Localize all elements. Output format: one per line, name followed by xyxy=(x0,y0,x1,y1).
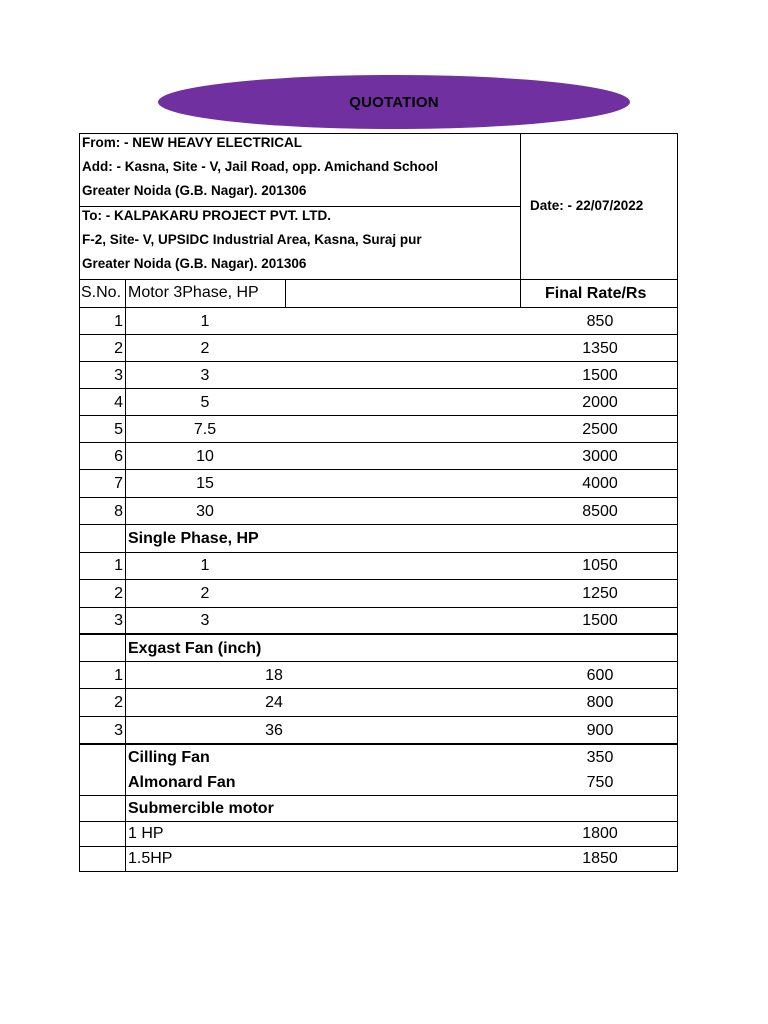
row-rate: 900 xyxy=(586,722,614,739)
row-sno: 3 xyxy=(114,612,123,629)
row-line xyxy=(79,795,678,796)
to-address-2: Greater Noida (G.B. Nagar). 201306 xyxy=(82,256,307,271)
title-banner xyxy=(158,75,630,129)
to-address-1: F-2, Site- V, UPSIDC Industrial Area, Kasna, Suraj pur xyxy=(82,232,422,247)
row-line xyxy=(79,442,678,443)
row-rate: 1850 xyxy=(582,850,618,867)
almonard-fan-label: Almonard Fan xyxy=(128,774,236,791)
row-line xyxy=(79,361,678,362)
section-line xyxy=(79,743,678,745)
row-line xyxy=(79,688,678,689)
row-sno: 2 xyxy=(114,340,123,357)
row-sno: 1 xyxy=(114,667,123,684)
column-divider xyxy=(285,279,286,307)
row-hp: 30 xyxy=(196,503,214,520)
row-rate: 3000 xyxy=(582,448,618,465)
row-sno: 6 xyxy=(114,448,123,465)
row-rate: 1500 xyxy=(582,612,618,629)
row-rate: 800 xyxy=(586,694,614,711)
row-size: 24 xyxy=(265,694,283,711)
row-rate: 1250 xyxy=(582,585,618,602)
ceiling-fan-rate: 350 xyxy=(586,749,614,766)
row-line xyxy=(79,415,678,416)
row-rate: 1050 xyxy=(582,557,618,574)
row-sno: 8 xyxy=(114,503,123,520)
row-label: 1.5HP xyxy=(128,850,173,867)
row-line xyxy=(79,661,678,662)
row-line xyxy=(79,334,678,335)
col-item: Motor 3Phase, HP xyxy=(128,284,259,301)
row-line xyxy=(79,497,678,498)
row-hp: 2 xyxy=(200,585,210,602)
row-rate: 8500 xyxy=(582,503,618,520)
row-rate: 4000 xyxy=(582,475,618,492)
row-hp: 1 xyxy=(200,557,210,574)
row-line xyxy=(79,846,678,847)
row-sno: 1 xyxy=(114,313,123,330)
row-hp: 3 xyxy=(200,367,210,384)
row-sno: 1 xyxy=(114,557,123,574)
row-rate: 2000 xyxy=(582,394,618,411)
from-address-1: Add: - Kasna, Site - V, Jail Road, opp. Amichand School xyxy=(82,159,439,174)
from-line: From: - NEW HEAVY ELECTRICAL xyxy=(82,135,303,150)
row-hp: 3 xyxy=(200,612,210,629)
row-sno: 3 xyxy=(114,367,123,384)
row-rate: 1800 xyxy=(582,825,618,842)
row-line xyxy=(79,388,678,389)
row-rate: 850 xyxy=(586,313,614,330)
row-line xyxy=(79,524,678,525)
page-title: QUOTATION xyxy=(349,93,439,111)
row-hp: 10 xyxy=(196,448,214,465)
row-sno: 3 xyxy=(114,722,123,739)
row-hp: 15 xyxy=(196,475,214,492)
row-rate: 1350 xyxy=(582,340,618,357)
exhaust-fan-heading: Exgast Fan (inch) xyxy=(128,640,262,657)
row-rate: 600 xyxy=(586,667,614,684)
section-line xyxy=(79,633,678,635)
row-line xyxy=(79,821,678,822)
row-hp: 1 xyxy=(200,313,210,330)
row-line xyxy=(79,579,678,580)
row-line xyxy=(79,552,678,553)
row-sno: 7 xyxy=(114,475,123,492)
row-sno: 5 xyxy=(114,421,123,438)
row-sno: 2 xyxy=(114,694,123,711)
col-sno: S.No. xyxy=(81,284,122,301)
row-line xyxy=(79,607,678,608)
ceiling-fan-label: Cilling Fan xyxy=(128,749,210,766)
quotation-date: Date: - 22/07/2022 xyxy=(530,198,644,213)
col-rate: Final Rate/Rs xyxy=(545,285,647,302)
row-hp: 2 xyxy=(200,340,210,357)
row-size: 36 xyxy=(265,722,283,739)
header-bottom-line xyxy=(79,279,678,280)
row-size: 18 xyxy=(265,667,283,684)
from-address-2: Greater Noida (G.B. Nagar). 201306 xyxy=(82,183,307,198)
row-rate: 1500 xyxy=(582,367,618,384)
single-phase-heading: Single Phase, HP xyxy=(128,530,259,547)
almonard-fan-rate: 750 xyxy=(586,774,614,791)
to-line: To: - KALPAKARU PROJECT PVT. LTD. xyxy=(82,208,331,223)
row-hp: 5 xyxy=(200,394,210,411)
submersible-heading: Submercible motor xyxy=(128,800,274,817)
from-to-divider xyxy=(79,206,520,207)
sno-column-divider xyxy=(125,279,126,872)
row-sno: 4 xyxy=(114,394,123,411)
row-rate: 2500 xyxy=(582,421,618,438)
row-line xyxy=(79,469,678,470)
row-hp: 7.5 xyxy=(193,421,217,438)
header-divider xyxy=(520,133,521,307)
row-sno: 2 xyxy=(114,585,123,602)
column-header-bottom-line xyxy=(79,307,678,308)
row-line xyxy=(79,716,678,717)
row-label: 1 HP xyxy=(128,825,164,842)
